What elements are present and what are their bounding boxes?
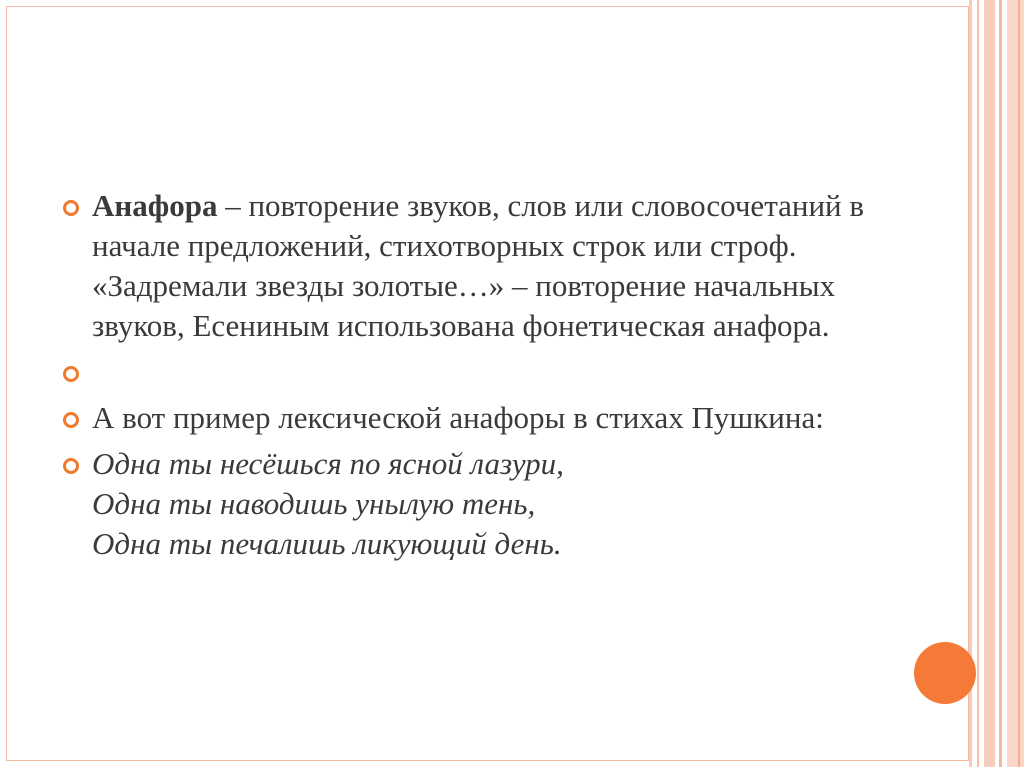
definition-text: – повторение звуков, слов или словосочетаний в начале предложений, стихотворных строк или строф. «Задремали звезды золотые…» – повторение начальных звуков, Есениным использована фонетическая анафора. (92, 188, 865, 343)
bullet-item-poem (62, 444, 882, 564)
stripe (984, 0, 995, 767)
poem-line: Одна ты несёшься по ясной лазури, (92, 446, 564, 481)
empty-line (92, 352, 882, 392)
stripe (999, 0, 1002, 767)
decorative-side-stripes (969, 0, 1024, 767)
poem-line: Одна ты печалишь ликующий день. (92, 526, 562, 561)
bullet-ring-icon (63, 458, 79, 474)
stripe (977, 0, 979, 767)
stripe (1007, 0, 1024, 767)
bullet-item-example-intro (62, 398, 882, 438)
bullet-item-definition (62, 186, 882, 346)
stripe (969, 0, 972, 767)
bullet-item-empty (62, 352, 882, 392)
slide-content (62, 186, 882, 564)
decorative-circle (914, 642, 976, 704)
bullet-ring-icon (63, 412, 79, 428)
poem-line: Одна ты наводишь унылую тень, (92, 486, 536, 521)
stripe (1018, 0, 1020, 767)
example-intro-text: А вот пример лексической анафоры в стихах Пушкина: (92, 400, 824, 435)
bullet-ring-icon (63, 200, 79, 216)
term-anaphora: Анафора (92, 188, 218, 223)
bullet-ring-icon (63, 366, 79, 382)
